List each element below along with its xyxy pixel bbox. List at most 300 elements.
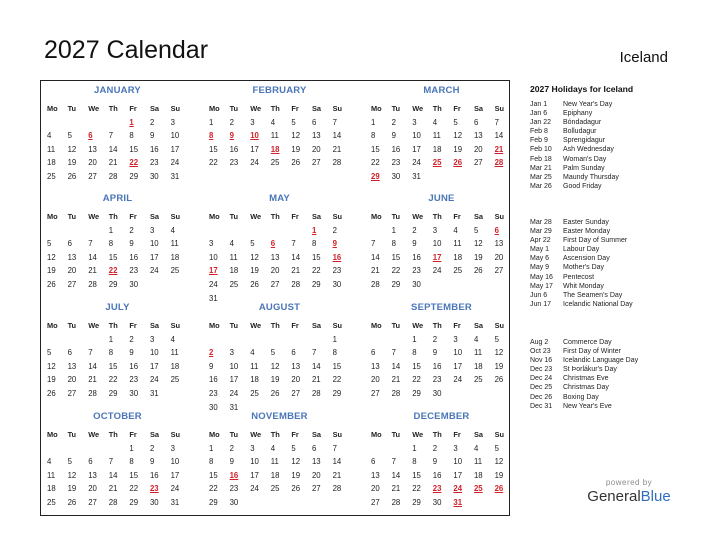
holiday-day-cell: 18 [270,144,280,154]
day-cell: 25 [250,388,259,398]
day-cell: 14 [391,470,401,480]
holiday-list-item [530,383,700,392]
holiday-date: Dec 31 [530,402,553,410]
day-cell: 18 [47,158,56,168]
holiday-date: May 6 [530,255,550,263]
day-cell: 31 [412,171,421,181]
day-cell: 18 [270,470,280,480]
day-cell: 26 [67,497,77,507]
holiday-name: New Year's Eve [563,402,612,410]
weekday-header: Fr [129,321,137,330]
day-cell: 4 [250,348,255,358]
holiday-name: Easter Sunday [563,219,609,226]
day-cell: 2 [412,225,417,235]
holiday-day-cell: 28 [494,158,504,168]
weekday-header: Fr [291,212,299,221]
weekday-header: Th [270,104,280,113]
day-cell: 22 [209,158,218,168]
day-cell: 31 [170,171,180,181]
month-april [45,193,190,292]
day-cell: 5 [453,117,458,127]
day-cell: 2 [149,117,155,127]
day-cell: 25 [170,375,180,385]
day-cell: 12 [250,252,259,262]
day-cell: 14 [391,361,401,371]
day-cell: 7 [391,348,396,358]
day-cell: 4 [432,117,438,127]
day-cell: 30 [129,388,139,398]
day-cell: 9 [129,239,134,249]
day-cell: 5 [270,348,276,358]
day-cell: 12 [453,131,463,141]
holiday-day-cell: 29 [371,171,380,181]
holiday-name: Icelandic National Day [563,300,633,308]
month-days-grid [207,319,352,414]
day-cell: 11 [170,239,179,249]
day-cell: 30 [149,497,159,507]
day-cell: 16 [149,470,159,480]
day-cell: 1 [209,117,214,127]
holiday-name: Whit Monday [563,282,604,290]
holiday-date: May 16 [530,273,553,281]
holiday-name: The Seamen's Day [563,291,623,299]
day-cell: 1 [412,443,417,453]
day-cell: 17 [453,361,463,371]
day-cell: 2 [149,443,155,453]
holiday-day-cell: 2 [209,348,214,358]
holiday-list-item [530,365,700,374]
day-cell: 29 [108,279,118,289]
day-cell: 10 [453,348,463,358]
weekday-header: Fr [129,430,137,439]
day-cell: 6 [67,348,72,358]
month-name: FEBRUARY [252,85,307,96]
month-days-grid [369,319,514,401]
day-cell: 18 [47,484,56,494]
day-cell: 6 [311,117,317,127]
day-cell: 27 [291,388,301,398]
weekday-header: Th [432,321,442,330]
holiday-day-cell: 25 [473,484,483,494]
day-cell: 17 [250,470,259,480]
holiday-day-cell: 10 [250,131,259,141]
day-cell: 21 [88,266,97,276]
day-cell: 22 [108,375,118,385]
day-cell: 14 [371,252,380,262]
empty-day-cell [86,116,107,130]
day-cell: 24 [170,484,180,494]
day-cell: 11 [453,239,462,249]
day-cell: 23 [391,158,401,168]
powered-by-text: powered by [605,478,653,487]
month-name: APRIL [102,193,133,204]
day-cell: 25 [270,158,280,168]
month-days-grid [207,428,352,510]
holiday-list-item [530,100,700,109]
month-march [369,85,514,184]
month-days-grid [207,102,352,170]
month-days-grid [45,428,190,510]
holiday-date: Oct 23 [530,348,551,356]
month-name: OCTOBER [93,411,142,422]
day-cell: 30 [432,497,442,507]
weekday-header: Fr [129,104,137,113]
holiday-list-item [530,300,700,309]
empty-day-cell [66,224,87,238]
month-january [45,85,190,184]
day-cell: 25 [473,375,483,385]
day-cell: 15 [209,470,218,480]
day-cell: 5 [67,457,72,467]
holiday-day-cell: 31 [453,497,463,507]
day-cell: 29 [129,171,139,181]
day-cell: 27 [371,388,380,398]
day-cell: 5 [47,348,52,358]
month-december [369,411,514,510]
weekday-header: Th [432,104,442,113]
day-cell: 31 [229,402,239,412]
holiday-day-cell: 16 [332,252,342,262]
day-cell: 16 [149,144,159,154]
day-cell: 9 [229,457,234,467]
day-cell: 26 [67,171,77,181]
day-cell: 29 [412,497,421,507]
day-cell: 7 [108,131,114,141]
holiday-name: Easter Monday [563,228,611,236]
day-cell: 25 [47,497,56,507]
holiday-day-cell: 9 [229,131,234,141]
month-november [207,411,352,510]
day-cell: 5 [494,443,499,453]
weekday-header: Th [270,321,280,330]
weekday-header: Sa [473,104,484,113]
holiday-day-cell: 23 [432,484,442,494]
day-cell: 14 [88,361,97,371]
day-cell: 6 [371,348,376,358]
month-name: AUGUST [258,302,301,313]
day-cell: 21 [311,375,321,385]
day-cell: 8 [108,348,114,358]
day-cell: 18 [170,252,180,262]
weekday-header: We [88,104,100,113]
holiday-name: Epiphany [563,110,593,118]
day-cell: 6 [67,239,72,249]
day-cell: 7 [371,239,376,249]
day-cell: 9 [432,348,438,358]
holiday-date: Mar 25 [530,173,552,181]
holiday-list-item [530,155,700,164]
holiday-list-item [530,273,700,282]
weekday-header: Tu [67,430,77,439]
day-cell: 28 [391,388,401,398]
day-cell: 26 [47,279,56,289]
holiday-name: St Þorlákur's Day [563,366,617,374]
day-cell: 17 [170,470,180,480]
weekday-header: Mo [47,321,58,330]
holiday-name: Bolludagur [563,128,597,136]
day-cell: 13 [371,361,380,371]
weekday-header: Su [170,321,181,330]
day-cell: 26 [250,279,259,289]
day-cell: 18 [473,361,483,371]
day-cell: 27 [270,279,280,289]
day-cell: 1 [332,334,337,344]
weekday-header: Th [108,430,118,439]
day-cell: 13 [311,131,321,141]
day-cell: 14 [108,470,118,480]
day-cell: 20 [473,144,483,154]
month-name: DECEMBER [413,411,470,422]
holiday-name: First Day of Summer [563,237,628,245]
holiday-date: Feb 10 [530,146,552,154]
day-cell: 8 [311,239,317,249]
holiday-date: Dec 23 [530,366,553,374]
month-july [45,302,190,401]
holiday-group [530,338,700,411]
holiday-date: Feb 9 [530,137,548,145]
day-cell: 8 [412,457,417,467]
day-cell: 17 [170,144,180,154]
day-cell: 3 [209,239,214,249]
day-cell: 25 [229,279,239,289]
day-cell: 6 [291,348,296,358]
day-cell: 19 [270,375,280,385]
day-cell: 24 [170,158,180,168]
day-cell: 11 [432,131,441,141]
holiday-name: Labour Day [563,246,600,254]
day-cell: 16 [129,252,139,262]
day-cell: 14 [108,144,118,154]
weekday-header: Tu [67,321,77,330]
weekday-header: Fr [453,430,461,439]
empty-day-cell [66,116,87,130]
holiday-name: Christmas Eve [563,375,609,383]
day-cell: 9 [391,131,396,141]
empty-day-cell [66,333,87,347]
day-cell: 22 [371,158,380,168]
day-cell: 24 [149,266,159,276]
day-cell: 13 [473,131,483,141]
day-cell: 22 [412,375,421,385]
holiday-list-item [530,182,700,191]
day-cell: 17 [149,252,159,262]
holiday-date: Jan 6 [530,110,548,118]
day-cell: 15 [129,470,139,480]
day-cell: 8 [129,131,134,141]
day-cell: 17 [229,375,239,385]
day-cell: 6 [371,457,376,467]
month-june [369,193,514,292]
holiday-list-item [530,118,700,127]
holiday-list-item [530,218,700,227]
holiday-date: Jun 6 [530,291,548,299]
holiday-day-cell: 6 [494,225,499,235]
weekday-header: Tu [391,212,401,221]
day-cell: 16 [412,252,421,262]
weekday-header: Tu [229,321,239,330]
day-cell: 11 [473,457,483,467]
day-cell: 1 [129,443,134,453]
weekday-header: Sa [149,212,160,221]
day-cell: 7 [391,457,396,467]
day-cell: 6 [88,457,93,467]
month-october [45,411,190,510]
empty-day-cell [66,442,87,456]
holiday-name: Bóndadagur [563,119,602,127]
holiday-day-cell: 17 [432,252,442,262]
weekday-header: Su [332,321,343,330]
day-cell: 12 [291,457,301,467]
weekday-header: Th [108,212,118,221]
weekday-header: Mo [209,321,220,330]
month-name: SEPTEMBER [411,302,472,313]
weekday-header: Tu [391,430,401,439]
day-cell: 3 [170,117,175,127]
month-september [369,302,514,401]
holiday-day-cell: 1 [129,117,134,127]
holiday-name: Maundy Thursday [563,173,619,181]
day-cell: 21 [291,266,301,276]
day-cell: 29 [391,279,401,289]
month-days-grid [369,210,514,292]
holiday-name: Ascension Day [563,255,610,263]
day-cell: 9 [209,361,214,371]
weekday-header: Fr [291,321,299,330]
holiday-name: New Year's Day [563,101,613,108]
holiday-group [530,100,700,191]
holiday-day-cell: 16 [229,470,239,480]
holiday-list-item [530,374,700,383]
day-cell: 7 [332,443,337,453]
day-cell: 17 [412,144,421,154]
day-cell: 8 [371,131,376,141]
holiday-list-item [530,347,700,356]
day-cell: 17 [250,144,259,154]
day-cell: 8 [412,348,417,358]
day-cell: 14 [311,361,321,371]
day-cell: 20 [311,470,321,480]
day-cell: 2 [432,443,438,453]
day-cell: 31 [149,388,159,398]
day-cell: 26 [291,484,301,494]
day-cell: 31 [209,293,218,303]
day-cell: 10 [149,348,159,358]
holiday-list-item [530,127,700,136]
holiday-name: Icelandic Language Day [563,357,639,365]
empty-day-cell [369,224,390,238]
empty-day-cell [207,333,228,347]
day-cell: 17 [453,470,463,480]
holiday-name: Christmas Day [563,384,609,392]
day-cell: 5 [291,443,296,453]
day-cell: 15 [129,144,139,154]
day-cell: 29 [129,497,139,507]
day-cell: 15 [311,252,321,262]
holiday-date: Apr 22 [530,237,551,245]
day-cell: 24 [209,279,218,289]
empty-day-cell [45,333,66,347]
day-cell: 23 [229,484,239,494]
day-cell: 3 [250,117,255,127]
day-cell: 10 [432,239,442,249]
day-cell: 21 [371,266,380,276]
weekday-header: We [412,430,424,439]
day-cell: 7 [311,348,317,358]
empty-day-cell [369,442,390,456]
day-cell: 15 [391,252,401,262]
day-cell: 28 [291,279,301,289]
day-cell: 27 [88,171,97,181]
weekday-header: Mo [371,321,382,330]
day-cell: 14 [494,131,504,141]
day-cell: 11 [270,457,279,467]
holiday-name: Woman's Day [563,155,607,163]
day-cell: 18 [453,252,463,262]
day-cell: 20 [67,375,77,385]
day-cell: 16 [432,470,442,480]
weekday-header: Mo [47,104,58,113]
day-cell: 18 [432,144,442,154]
day-cell: 12 [67,144,77,154]
month-days-grid [369,428,514,510]
month-name: NOVEMBER [251,411,308,422]
day-cell: 9 [129,348,134,358]
day-cell: 29 [311,279,321,289]
day-cell: 8 [332,348,337,358]
generalblue-logo[interactable] [584,488,674,505]
day-cell: 15 [412,361,421,371]
weekday-header: Fr [291,104,299,113]
day-cell: 3 [453,443,458,453]
day-cell: 23 [332,266,342,276]
day-cell: 13 [291,361,301,371]
day-cell: 2 [432,334,438,344]
day-cell: 8 [209,457,214,467]
weekday-header: We [88,321,100,330]
weekday-header: Sa [473,321,484,330]
day-cell: 5 [250,239,255,249]
day-cell: 11 [47,470,56,480]
day-cell: 1 [108,225,114,235]
month-days-grid [45,210,190,292]
day-cell: 27 [473,158,483,168]
holiday-name: Ash Wednesday [563,146,614,154]
day-cell: 16 [129,361,139,371]
holiday-list-item [530,227,700,236]
day-cell: 28 [108,171,118,181]
day-cell: 10 [250,457,259,467]
day-cell: 12 [494,348,504,358]
day-cell: 18 [250,375,259,385]
holiday-name: Commerce Day [563,339,612,346]
day-cell: 24 [149,375,159,385]
empty-day-cell [369,333,390,347]
day-cell: 27 [311,484,321,494]
month-days-grid [45,319,190,401]
day-cell: 18 [229,266,239,276]
day-cell: 4 [473,334,479,344]
holiday-date: Dec 26 [530,393,553,401]
holiday-date: May 17 [530,282,553,290]
day-cell: 4 [453,225,458,235]
month-name: MAY [269,193,290,204]
day-cell: 9 [149,457,155,467]
day-cell: 7 [88,239,93,249]
branding [584,478,674,505]
day-cell: 28 [332,158,342,168]
weekday-header: Tu [67,104,77,113]
holiday-name: Sprengidagur [563,137,606,145]
